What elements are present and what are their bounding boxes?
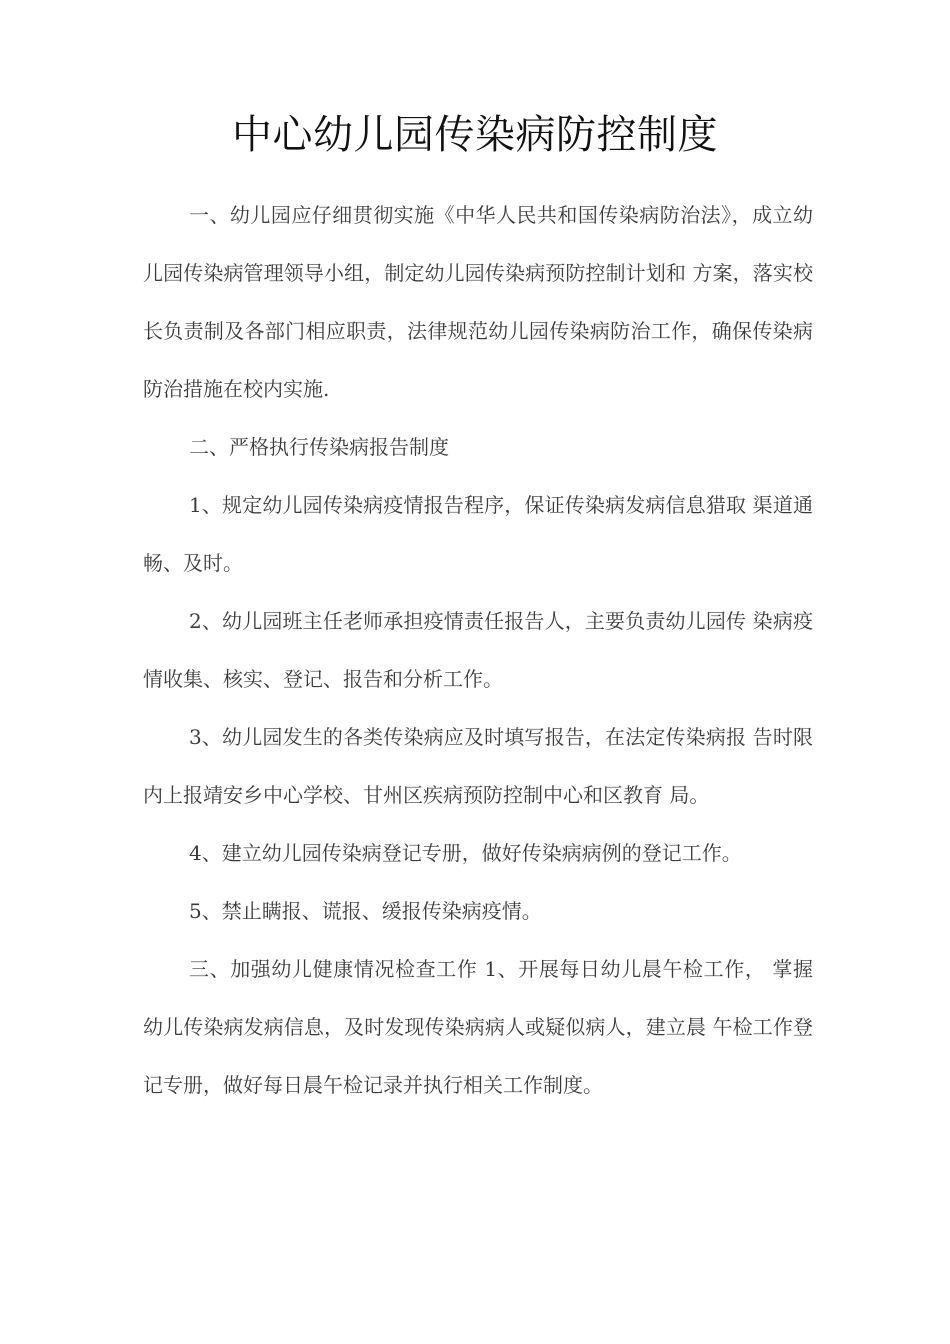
- paragraph-item-4: 4、建立幼儿园传染病登记专册，做好传染病病例的登记工作。: [189, 841, 742, 865]
- document-body: [143, 186, 813, 1114]
- paragraph-section-2-heading: 二、严格执行传染病报告制度: [189, 435, 449, 459]
- paragraph-item-5: 5、禁止瞒报、谎报、缓报传染病疫情。: [189, 899, 542, 923]
- paragraph-section-3: 三、加强幼儿健康情况检查工作 1、开展每日幼儿晨午检工作， 掌握幼儿传染病发病信息，及时发现传染病病人或疑似病人，建立晨 午检工作登记专册，做好每日晨午检记录并执行相关工作制度。: [143, 957, 813, 1097]
- paragraph-item-2: 2、幼儿园班主任老师承担疫情责任报告人，主要负责幼儿园传 染病疫情收集、核实、登记、报告和分析工作。: [143, 609, 813, 691]
- paragraph-item-3: 3、幼儿园发生的各类传染病应及时填写报告，在法定传染病报 告时限内上报靖安乡中心学校、甘州区疾病预防控制中心和区教育 局。: [143, 725, 813, 807]
- paragraph-section-1: 一、幼儿园应仔细贯彻实施《中华人民共和国传染病防治法》，成立幼儿园传染病管理领导小组，制定幼儿园传染病预防控制计划和 方案，落实校长负责制及各部门相应职责，法律规范幼儿园传染病防治工作，确保传染病防治措施在校内实施.: [143, 203, 813, 401]
- document-title: 中心幼儿园传染病防控制度: [232, 112, 718, 158]
- paragraph-item-1: 1、规定幼儿园传染病疫情报告程序，保证传染病发病信息猎取 渠道通畅、及时。: [143, 493, 813, 575]
